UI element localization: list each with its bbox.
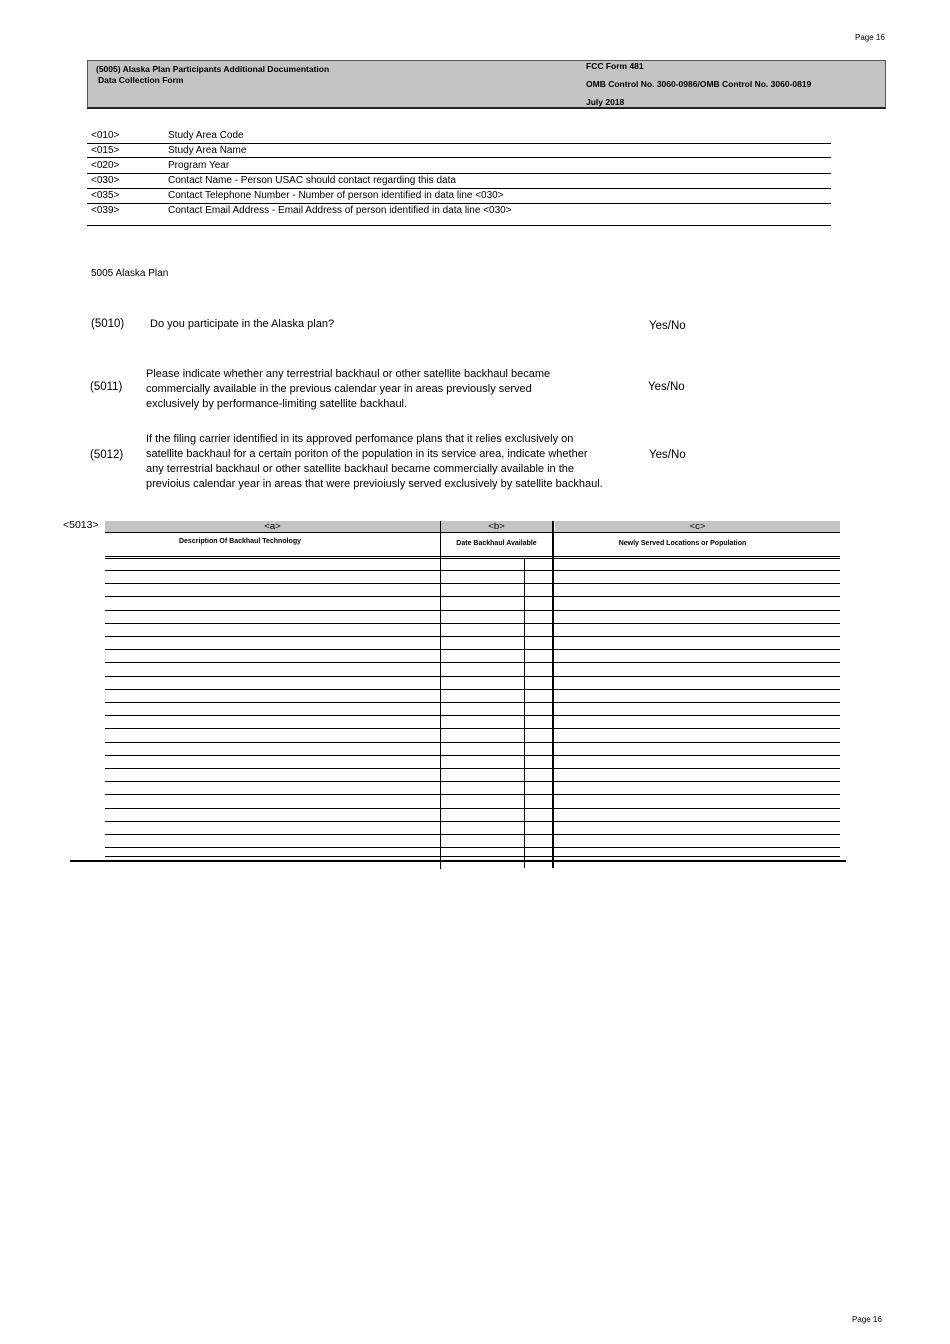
question-line: Do you participate in the Alaska plan? xyxy=(150,318,335,330)
table-rule xyxy=(105,689,840,690)
data-line-desc: Study Area Code xyxy=(168,130,244,141)
question-number: (5011) xyxy=(90,381,123,393)
data-line-desc: Contact Email Address - Email Address of person identified in data line <030> xyxy=(168,205,512,216)
table-rule xyxy=(105,556,840,557)
table-rule xyxy=(105,808,840,809)
form-name: FCC Form 481 xyxy=(586,61,644,71)
data-line-code: <035> xyxy=(91,190,120,201)
column-title-description: Description Of Backhaul Technology xyxy=(178,538,301,545)
data-line-row xyxy=(87,144,831,158)
table-rule xyxy=(105,558,840,559)
table-rule xyxy=(105,570,840,571)
table-column-rule xyxy=(552,558,553,868)
data-line-row xyxy=(87,204,831,226)
table-rule xyxy=(105,636,840,637)
data-line-code: <010> xyxy=(91,130,120,141)
table-rule xyxy=(105,649,840,650)
column-letter-c: <c> xyxy=(555,521,840,532)
table-rule xyxy=(105,662,840,663)
data-line-row xyxy=(87,174,831,189)
table-rule xyxy=(105,610,840,611)
data-line-code: <039> xyxy=(91,205,120,216)
table-rule xyxy=(105,847,840,848)
question-number: (5012) xyxy=(90,449,124,461)
question-line: commercially available in the previous calendar year in areas previously served xyxy=(146,383,532,395)
table-column-rule xyxy=(440,521,441,869)
table-rule xyxy=(105,532,840,533)
form-subtitle: Data Collection Form xyxy=(98,75,184,85)
table-rule xyxy=(105,742,840,743)
table-rule xyxy=(105,856,840,857)
data-line-desc: Study Area Name xyxy=(168,145,247,156)
table-rule xyxy=(105,794,840,795)
table-rule xyxy=(105,821,840,822)
data-line-desc: Program Year xyxy=(168,160,230,171)
omb-control: OMB Control No. 3060-0986/OMB Control No. 3060-0819 xyxy=(586,79,812,89)
table-rule xyxy=(105,781,840,782)
table-rule xyxy=(70,860,846,862)
data-line-row xyxy=(87,159,831,174)
table-rule xyxy=(105,623,840,624)
question-text xyxy=(146,367,550,412)
question-line: previoius calendar year in areas that were previoiusly served exclusively by satellite backhaul. xyxy=(146,478,603,490)
page-number-top: Page 16 xyxy=(855,33,885,42)
question-line: any terrestrial backhaul or other satellite backhaul became commercially available in the xyxy=(146,463,574,475)
data-line-desc: Contact Telephone Number - Number of person identified in data line <030> xyxy=(168,190,504,201)
column-letter-a: <a> xyxy=(105,521,440,532)
table-rule xyxy=(105,768,840,769)
data-line-row xyxy=(87,129,831,144)
column-title-newly-served: Newly Served Locations or Population xyxy=(618,540,747,547)
question-line: If the filing carrier identified in its approved perfomance plans that it relies exclusively on xyxy=(146,433,574,445)
table-rule xyxy=(105,834,840,835)
column-letter-b: <b> xyxy=(441,521,552,532)
yes-no-answer[interactable]: Yes/No xyxy=(649,449,686,461)
table-line-code: <5013> xyxy=(63,519,99,531)
data-line-desc: Contact Name - Person USAC should contact regarding this data xyxy=(168,175,456,186)
form-title: (5005) Alaska Plan Participants Additional Documentation xyxy=(96,64,330,74)
table-rule xyxy=(105,596,840,597)
data-line-code: <015> xyxy=(91,145,120,156)
data-line-code: <030> xyxy=(91,175,120,186)
table-rule xyxy=(105,715,840,716)
table-rule xyxy=(105,728,840,729)
question-number: (5010) xyxy=(91,318,125,330)
data-line-code: <020> xyxy=(91,160,120,171)
table-rule xyxy=(105,702,840,703)
column-title-date: Date Backhaul Available xyxy=(456,540,537,547)
table-rule xyxy=(105,676,840,677)
page-number-bottom: Page 16 xyxy=(852,1315,882,1324)
yes-no-answer[interactable]: Yes/No xyxy=(649,320,686,332)
form-date: July 2018 xyxy=(586,97,625,107)
question-line: Please indicate whether any terrestrial backhaul or other satellite backhaul became xyxy=(146,368,551,380)
question-line: exclusively by performance-limiting satellite backhaul. xyxy=(146,398,408,410)
question-line: satellite backhaul for a certain poriton of the population in its service area, indicate whether xyxy=(146,448,588,460)
table-rule xyxy=(105,755,840,756)
table-rule xyxy=(105,583,840,584)
question-text xyxy=(146,432,603,492)
table-column-rule xyxy=(524,558,525,868)
yes-no-answer[interactable]: Yes/No xyxy=(648,381,685,393)
data-line-row xyxy=(87,189,831,204)
section-title: 5005 Alaska Plan xyxy=(91,268,169,279)
question-text xyxy=(150,317,334,332)
